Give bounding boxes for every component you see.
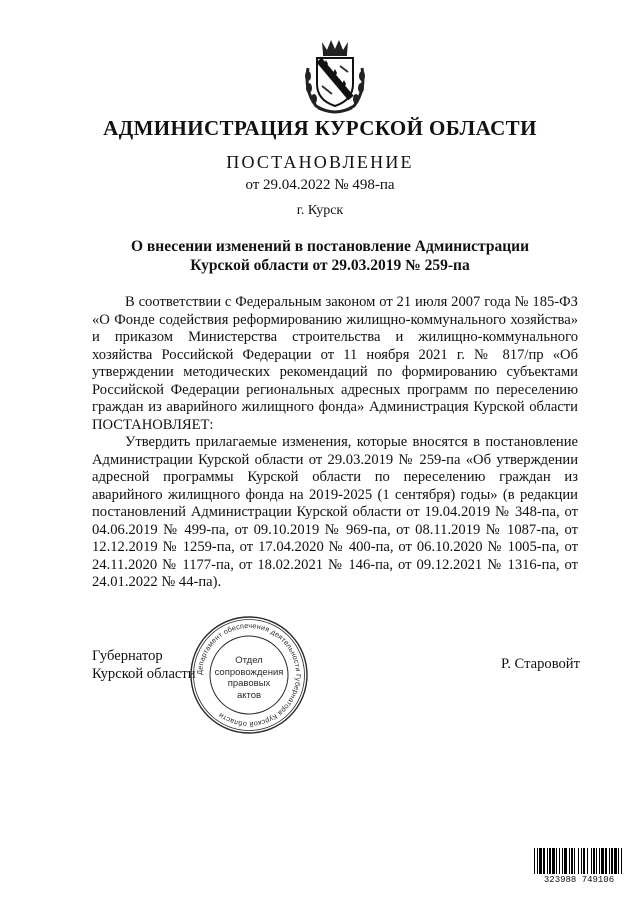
document-body [92,294,578,592]
organization-title: АДМИНИСТРАЦИЯ КУРСКОЙ ОБЛАСТИ [103,116,537,140]
signer-position-line-1: Губернатор [92,648,163,664]
stamp-inner-line-2: сопровождения [214,666,284,678]
barcode [533,848,625,885]
signer-position [92,648,196,683]
stamp-inner-text [188,655,310,701]
document-type: ПОСТАНОВЛЕНИЕ [226,152,414,172]
document-date-number: от 29.04.2022 № 498-па [245,177,395,193]
stamp-ring-text: Департамент обеспечения деятельности Губернатора Курской области [194,620,304,730]
signer-name: Р. Старовойт [500,656,580,672]
body-paragraph-1: В соответствии с Федеральным законом от 21 июля 2007 года № 185-ФЗ «О Фонде содействия реформированию жилищно-коммунального хозяйства» и приказом Министерства строительства и жилищно-коммунального хозяйства Российской Федерации от 11 ноября 2021 г. № 817/пр «Об утверждении методических рекомендаций по формированию субъектами Российской Федерации региональных адресных программ по переселению граждан из аварийного жилищного фонда» Администрация Курской области ПОСТАНОВЛЯЕТ: [92,294,578,433]
barcode-number: 323988 749106 [543,875,615,885]
body-paragraph-2: Утвердить прилагаемые изменения, которые вносятся в постановление Администрации Курской области от 29.03.2019 № 259-па «Об утверждении адресной программы Курской области по переселению граждан из аварийного жилищного фонда на 2019-2025 (1 сентября) годы» (в редакции постановлений Администрации Курской области от 19.04.2019 № 348-па, от 04.06.2019 № 499-па, от 09.10.2019 № 969-па, от 08.11.2019 № 1087-па, от 12.12.2019 № 1259-па, от 17.04.2020 № 400-па, от 06.10.2020 № 1005-па, от 24.11.2020 № 1177-па, от 18.02.2021 № 146-па, от 09.12.2021 № 1316-па, от 24.01.2022 № 44-па). [92,434,578,590]
coat-of-arms-icon [302,38,368,114]
signer-position-line-2: Курской области [92,665,196,682]
barcode-bars [533,848,625,874]
document-subject: О внесении изменений в постановление Администрации Курской области от 29.03.2019 № 259-па [130,238,529,274]
stamp-inner-line-1: Отдел [235,655,263,666]
stamp-inner-line-4: актов [236,689,262,701]
stamp-inner-line-3: правовых [227,678,271,689]
document-city: г. Курск [296,203,344,218]
